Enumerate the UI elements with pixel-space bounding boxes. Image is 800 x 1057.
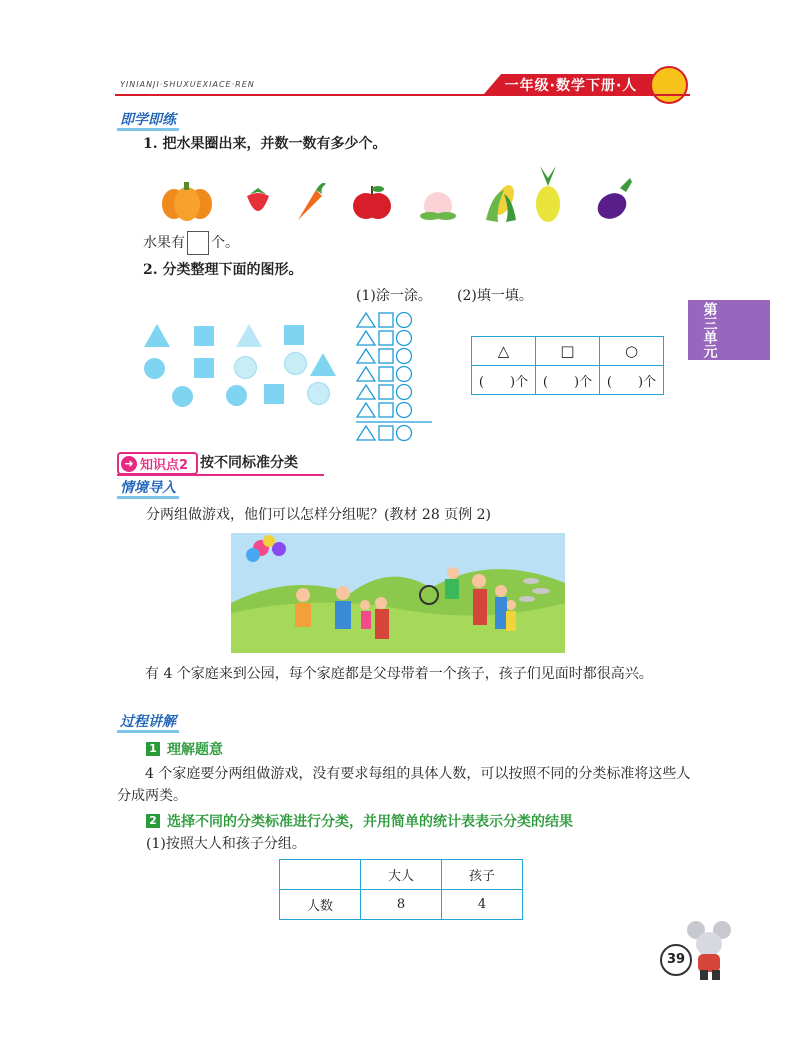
- header-latin: YINIANJI·SHUXUEXIACE·REN: [120, 80, 255, 89]
- peach-icon: [418, 184, 458, 222]
- mouse-mascot-icon: [684, 920, 734, 982]
- square-shape: [264, 384, 284, 404]
- knowledge-badge-label: 知识点2: [140, 458, 189, 473]
- knowledge-rule: [117, 474, 324, 476]
- square-count-cell[interactable]: ( )个: [536, 366, 600, 395]
- step-2-heading: [146, 811, 573, 831]
- section-tag-process: 过程讲解: [117, 714, 179, 733]
- triangle-shape: [236, 324, 262, 347]
- knowledge-title: 按不同标准分类: [200, 455, 298, 471]
- step-2-number: 2: [146, 814, 160, 828]
- part-1-label: (1)涂一涂。: [356, 288, 432, 304]
- triangle-shape: [144, 324, 170, 347]
- page-number: 39: [660, 944, 692, 976]
- carrot-icon: [292, 180, 328, 222]
- answer-prefix: 水果有: [143, 235, 185, 251]
- children-count: 4: [442, 890, 523, 920]
- header-children: 孩子: [442, 860, 523, 890]
- park-family-illustration: [231, 533, 565, 653]
- circle-shape: [234, 356, 257, 379]
- answer-suffix: 个。: [211, 235, 239, 251]
- part-2-label: (2)填一填。: [457, 288, 533, 304]
- square-shape: [194, 326, 214, 346]
- step-1-title: 理解题意: [167, 742, 223, 758]
- pumpkin-icon: [160, 180, 214, 222]
- sub-step-1: (1)按照大人和孩子分组。: [146, 836, 306, 852]
- chapter-tab: 第三单元: [688, 300, 770, 360]
- row-label-count: 人数: [280, 890, 361, 920]
- strawberry-icon: [244, 184, 272, 222]
- triangle-shape: [310, 353, 336, 376]
- header-circle: ○: [600, 337, 664, 366]
- circle-shape: [307, 382, 330, 405]
- fruit-count-box[interactable]: [187, 231, 209, 255]
- knowledge-badge: [117, 452, 198, 475]
- circle-shape: [226, 385, 247, 406]
- corn-icon: [482, 180, 520, 224]
- section-tag-scenario: 情境导入: [117, 480, 179, 499]
- book-badge-icon: [650, 66, 688, 104]
- circle-shape: [144, 358, 165, 379]
- table-corner: [280, 860, 361, 890]
- pineapple-icon: [532, 164, 564, 224]
- shape-count-table: [471, 336, 664, 395]
- header-triangle: △: [472, 337, 536, 366]
- scenario-description: 有 4 个家庭来到公园，每个家庭都是父母带着一个孩子，孩子们见面时都很高兴。: [145, 666, 653, 682]
- square-shape: [284, 325, 304, 345]
- header-adults: 大人: [361, 860, 442, 890]
- fruit-answer-line: [143, 231, 239, 255]
- circle-shape: [172, 386, 193, 407]
- step-2-title: 选择不同的分类标准进行分类，并用简单的统计表表示分类的结果: [167, 814, 573, 830]
- question-1: 1. 把水果圈出来，并数一数有多少个。: [143, 136, 387, 152]
- step-1-number: 1: [146, 742, 160, 756]
- adult-child-table: [279, 859, 523, 920]
- header-title: 一年级·数学下册·人: [504, 78, 638, 94]
- arrow-right-icon: ➜: [121, 456, 137, 472]
- coloring-grid[interactable]: [356, 308, 436, 444]
- adults-count: 8: [361, 890, 442, 920]
- step-1-heading: [146, 739, 223, 759]
- circle-shape: [284, 352, 307, 375]
- header-square: □: [536, 337, 600, 366]
- apple-icon: [352, 180, 392, 224]
- eggplant-icon: [594, 174, 636, 224]
- header-rule: [115, 94, 690, 96]
- triangle-count-cell[interactable]: ( )个: [472, 366, 536, 395]
- square-shape: [194, 358, 214, 378]
- step-1-text: 4 个家庭要分两组做游戏，没有要求每组的具体人数，可以按照不同的分类标准将这些人分成两类。: [117, 766, 691, 804]
- question-2: 2. 分类整理下面的图形。: [143, 262, 303, 278]
- scenario-question: 分两组做游戏，他们可以怎样分组呢？(教材 28 页例 2): [146, 507, 491, 523]
- circle-count-cell[interactable]: ( )个: [600, 366, 664, 395]
- section-tag-practice: 即学即练: [117, 112, 179, 131]
